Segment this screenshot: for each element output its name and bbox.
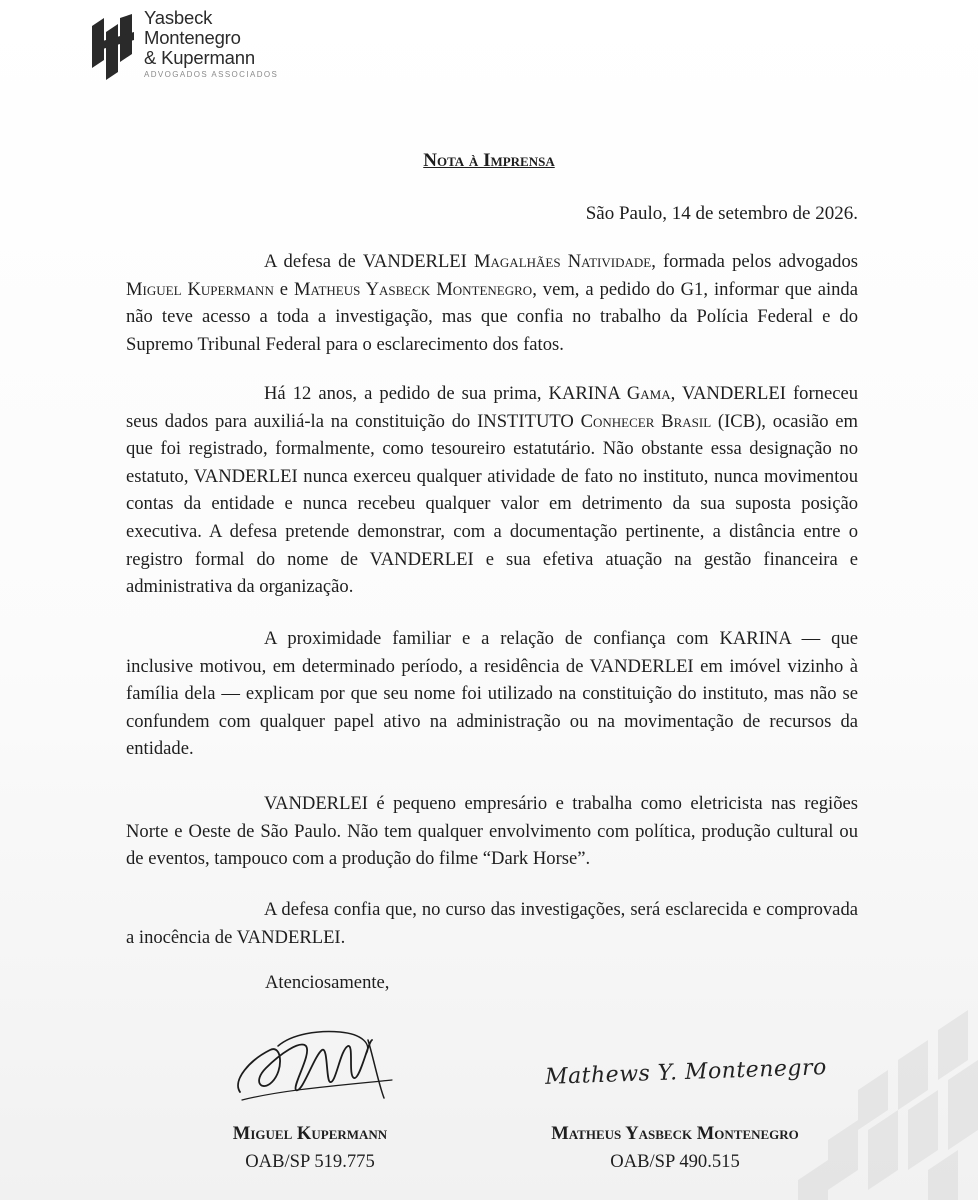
paragraph-3: A proximidade familiar e a relação de confiança com KARINA — que inclusive motivou, em determinado período, a residência de VANDERLEI em imóvel vizinho à família dela — explicam por que seu nome foi utilizado na constituição do instituto, mas não se confundem com qualquer papel ativo na administração ou na movimentação de recursos da entidade. — [126, 628, 858, 760]
lawyer-name-2: Matheus Yasbeck Montenegro — [293, 278, 533, 300]
paragraph-1-text-a: A defesa de — [264, 251, 363, 272]
paragraph-2-text-c: (ICB), ocasião em que foi registrado, formalmente, como tesoureiro estatutário. Não obstante essa designação no estatuto, VANDERLEI nunca exerceu qualquer atividade de fato no instituto, nunca movimentou contas da entidade e nunca recebeu qualquer valor em detrimento da sua suposta posição executiva. A defesa pretende demonstrar, com a documentação pertinente, a distância entre o registro formal do nome de VANDERLEI e sua efetiva atuação na gestão financeira e administrativa da organização. — [126, 410, 858, 598]
paragraph-2-text-b: , VANDERLEI forneceu seus dados para auxiliá-la na constituição do — [126, 383, 859, 432]
firm-logo — [90, 8, 290, 84]
firm-name-line-1: Yasbeck — [144, 7, 213, 28]
document-title: Nota à Imprensa — [423, 150, 555, 171]
firm-subline: ADVOGADOS ASSOCIADOS — [144, 70, 279, 79]
client-name: VANDERLEI Magalhães Natividade — [362, 251, 652, 272]
cousin-name: KARINA Gama — [548, 383, 671, 404]
paragraph-1-text-b: , formada pelos advogados — [651, 251, 858, 272]
paragraph-1-text-c: e — [273, 278, 294, 300]
paragraph-4: VANDERLEI é pequeno empresário e trabalha como eletricista nas regiões Norte e Oeste de São Paulo. Não tem qualquer envolvimento com política, produção cultural ou de eventos, tampouco com a produção do filme “Dark Horse”. — [126, 793, 858, 870]
firm-logo-mark-icon — [90, 14, 136, 80]
paragraph-1-text-d: , vem, a pedido do G1, informar que ainda não teve acesso a toda a investigação, mas que confia no trabalho da Polícia Federal e do Supremo Tribunal Federal para o esclarecimento dos fatos. — [126, 278, 858, 355]
signature-2-handwritten: Mathews Y. Montenegro — [544, 1055, 828, 1090]
closing-salutation: Atenciosamente, — [265, 972, 390, 993]
signer-1-name: Miguel Kupermann — [232, 1123, 388, 1144]
signer-2-name: Matheus Yasbeck Montenegro — [551, 1123, 799, 1144]
decorative-pattern — [738, 940, 978, 1200]
paragraph-2 — [126, 380, 858, 601]
document-date: São Paulo, 14 de setembro de 2026. — [585, 203, 858, 224]
paragraph-5: A defesa confia que, no curso das investigações, será esclarecida e comprovada a inocência de VANDERLEI. — [126, 899, 858, 948]
signature-1-scribble — [222, 1020, 402, 1110]
paragraph-2-text-a: Há 12 anos, a pedido de sua prima, — [264, 383, 549, 404]
signer-1 — [170, 1120, 450, 1176]
firm-name-line-2: Montenegro — [144, 27, 241, 48]
firm-name — [144, 8, 278, 79]
signer-2-oab: OAB/SP 490.515 — [610, 1151, 740, 1172]
paragraph-1 — [126, 248, 858, 358]
signer-1-oab: OAB/SP 519.775 — [245, 1151, 375, 1172]
lawyer-name-1: Miguel Kupermann — [126, 278, 274, 300]
institute-name: INSTITUTO Conhecer Brasil — [477, 410, 712, 432]
firm-name-line-3: & Kupermann — [144, 47, 255, 68]
